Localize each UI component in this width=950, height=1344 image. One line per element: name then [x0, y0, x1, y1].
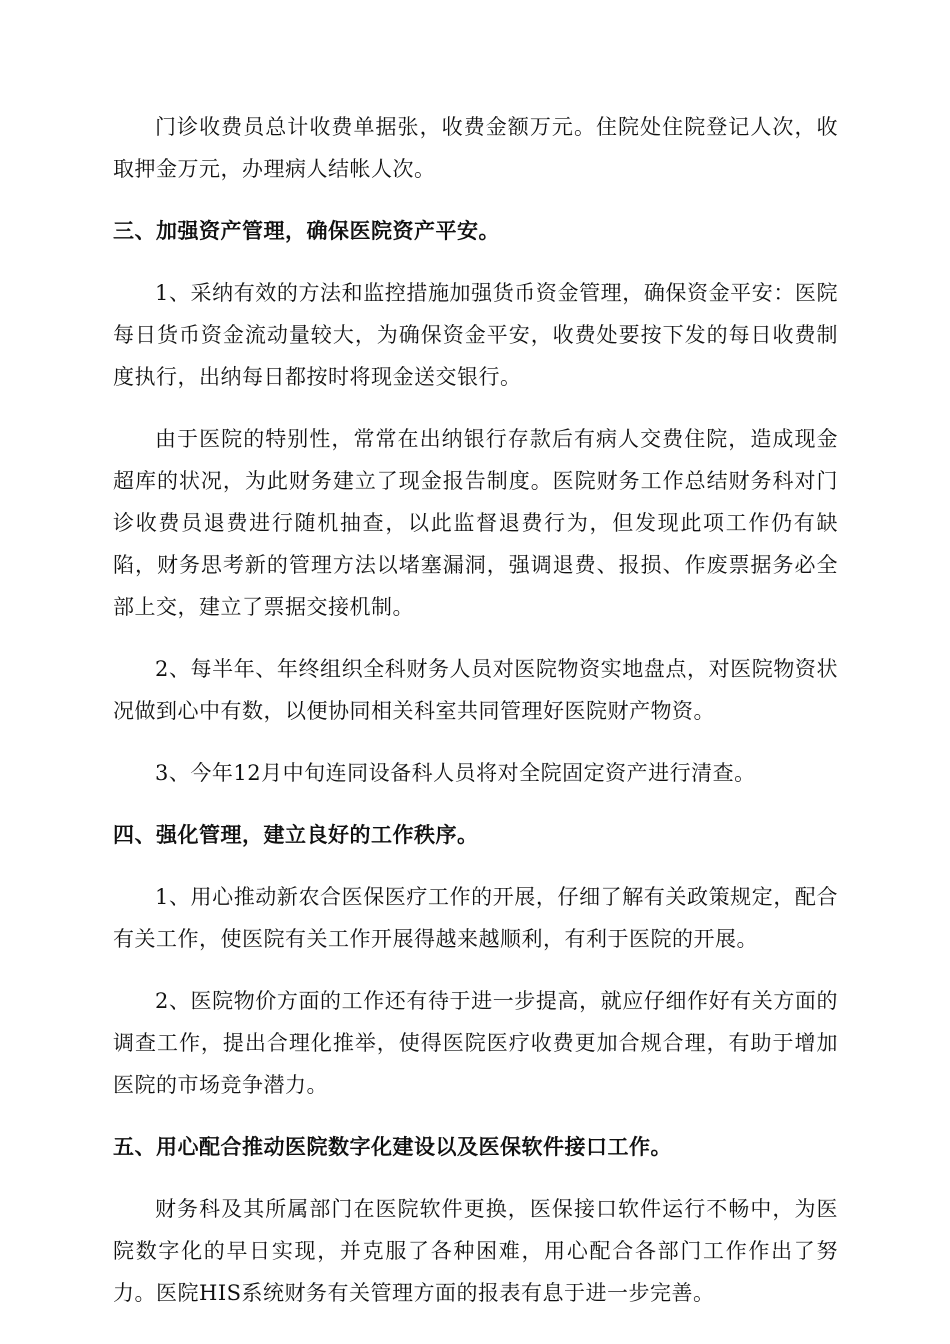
- section-heading-digitalization: 五、用心配合推动医院数字化建设以及医保软件接口工作。: [113, 1135, 672, 1159]
- paragraph-cash-report-system: 由于医院的特别性，常常在出纳银行存款后有病人交费住院，造成现金超库的状况，为此财务建立了现金报告制度。医院财务工作总结财务科对门诊收费员退费进行随机抽查，以此监督退费行为，但发现此项工作仍有缺陷，财务思考新的管理方法以堵塞漏洞，强调退费、报损、作废票据务必全部上交，建立了票据交接机制。: [113, 427, 838, 619]
- section-heading-work-order: 四、强化管理，建立良好的工作秩序。: [113, 823, 479, 847]
- paragraph-fixed-assets: 3、今年12月中旬连同设备科人员将对全院固定资产进行清查。: [155, 761, 756, 785]
- paragraph-cash-management: 1、采纳有效的方法和监控措施加强货币资金管理，确保资金平安：医院每日货币资金流动量较大，为确保资金平安，收费处要按下发的每日收费制度执行，出纳每日都按时将现金送交银行。: [113, 281, 838, 389]
- paragraph-registration-stats: 门诊收费员总计收费单据张，收费金额万元。住院处住院登记人次，收取押金万元，办理病人结帐人次。: [113, 115, 838, 181]
- paragraph-pricing-work: 2、医院物价方面的工作还有待于进一步提高，就应仔细作好有关方面的调查工作，提出合理化推举，使得医院医疗收费更加合规合理，有助于增加医院的市场竞争潜力。: [113, 989, 838, 1097]
- document-page: [113, 106, 838, 1334]
- paragraph-inventory-check: 2、每半年、年终组织全科财务人员对医院物资实地盘点，对医院物资状况做到心中有数，以便协同相关科室共同管理好医院财产物资。: [113, 657, 838, 723]
- paragraph-his-system: 财务科及其所属部门在医院软件更换，医保接口软件运行不畅中，为医院数字化的早日实现，并克服了各种困难，用心配合各部门工作作出了努力。医院HIS系统财务有关管理方面的报表有息于进一步完善。: [113, 1197, 838, 1305]
- paragraph-rural-insurance: 1、用心推动新农合医保医疗工作的开展，仔细了解有关政策规定，配合有关工作，使医院有关工作开展得越来越顺利，有利于医院的开展。: [113, 885, 838, 951]
- section-heading-asset-management: 三、加强资产管理，确保医院资产平安。: [113, 219, 500, 243]
